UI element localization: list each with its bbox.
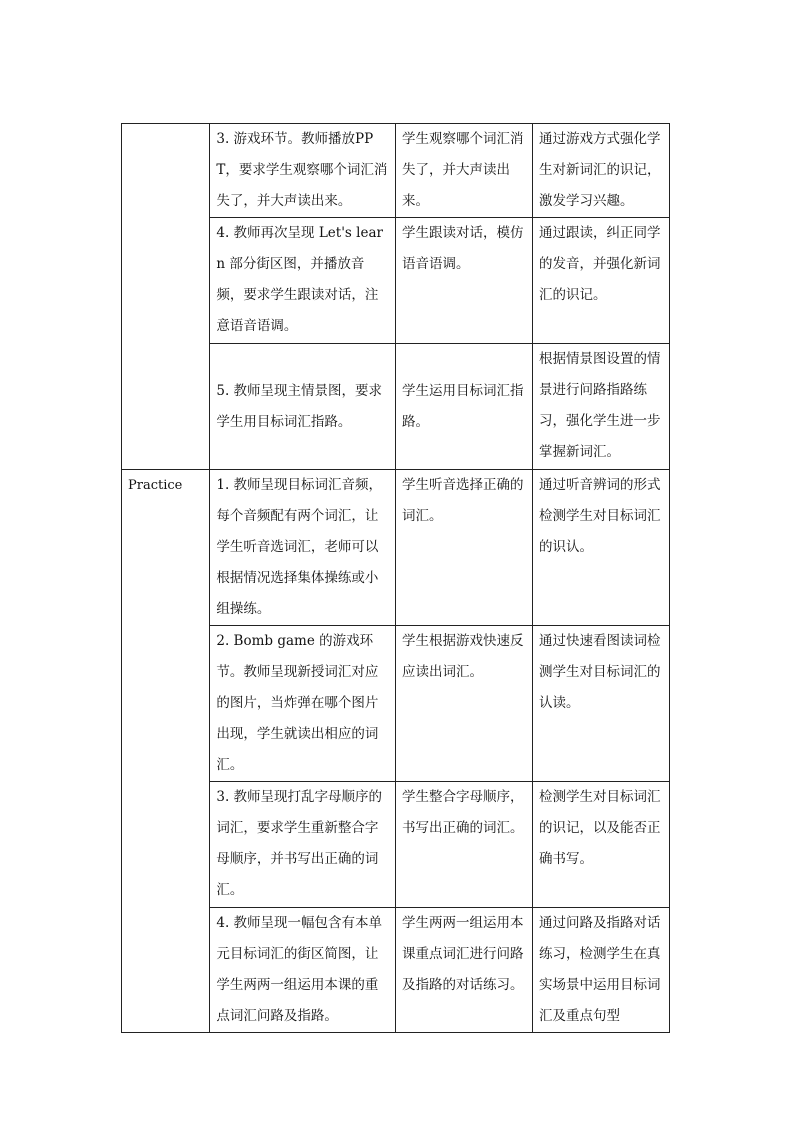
student-activity-cell: 学生两两一组运用本课重点词汇进行问路及指路的对话练习。 <box>395 908 532 1033</box>
table-row <box>122 124 670 218</box>
table-row <box>122 470 670 626</box>
student-activity-cell: 学生运用目标词汇指路。 <box>395 344 532 470</box>
teacher-activity-cell: 4. 教师呈现一幅包含有本单元目标词汇的街区简图，让学生两两一组运用本课的重点词汇问路及指路。 <box>210 908 396 1033</box>
stage-label-practice: Practice <box>122 470 210 1033</box>
purpose-cell: 通过听音辨词的形式检测学生对目标词汇的识认。 <box>532 470 669 626</box>
student-activity-cell: 学生整合字母顺序，书写出正确的词汇。 <box>395 782 532 908</box>
stage-cell-empty <box>122 124 210 470</box>
purpose-cell: 根据情景图设置的情景进行问路指路练习，强化学生进一步掌握新词汇。 <box>532 344 669 470</box>
teacher-activity-cell: 3. 游戏环节。教师播放PPT，要求学生观察哪个词汇消失了，并大声读出来。 <box>210 124 396 218</box>
purpose-cell: 检测学生对目标词汇的识记，以及能否正确书写。 <box>532 782 669 908</box>
student-activity-cell: 学生根据游戏快速反应读出词汇。 <box>395 626 532 782</box>
student-activity-cell: 学生观察哪个词汇消失了，并大声读出来。 <box>395 124 532 218</box>
teacher-activity-cell: 2. Bomb game 的游戏环节。教师呈现新授词汇对应的图片，当炸弹在哪个图片出现，学生就读出相应的词汇。 <box>210 626 396 782</box>
teacher-activity-cell: 5. 教师呈现主情景图，要求学生用目标词汇指路。 <box>210 344 396 470</box>
purpose-cell: 通过问路及指路对话练习，检测学生在真实场景中运用目标词汇及重点句型 <box>532 908 669 1033</box>
student-activity-cell: 学生跟读对话，模仿语音语调。 <box>395 218 532 344</box>
teacher-activity-cell: 4. 教师再次呈现 Let's learn 部分街区图，并播放音频，要求学生跟读对话，注意语音语调。 <box>210 218 396 344</box>
student-activity-cell: 学生听音选择正确的词汇。 <box>395 470 532 626</box>
purpose-cell: 通过游戏方式强化学生对新词汇的识记，激发学习兴趣。 <box>532 124 669 218</box>
teacher-activity-cell: 1. 教师呈现目标词汇音频，每个音频配有两个词汇，让学生听音选词汇，老师可以根据情况选择集体操练或小组操练。 <box>210 470 396 626</box>
purpose-cell: 通过快速看图读词检测学生对目标词汇的认读。 <box>532 626 669 782</box>
lesson-plan-table <box>121 123 670 1033</box>
purpose-cell: 通过跟读，纠正同学的发音，并强化新词汇的识记。 <box>532 218 669 344</box>
teacher-activity-cell: 3. 教师呈现打乱字母顺序的词汇，要求学生重新整合字母顺序，并书写出正确的词汇。 <box>210 782 396 908</box>
